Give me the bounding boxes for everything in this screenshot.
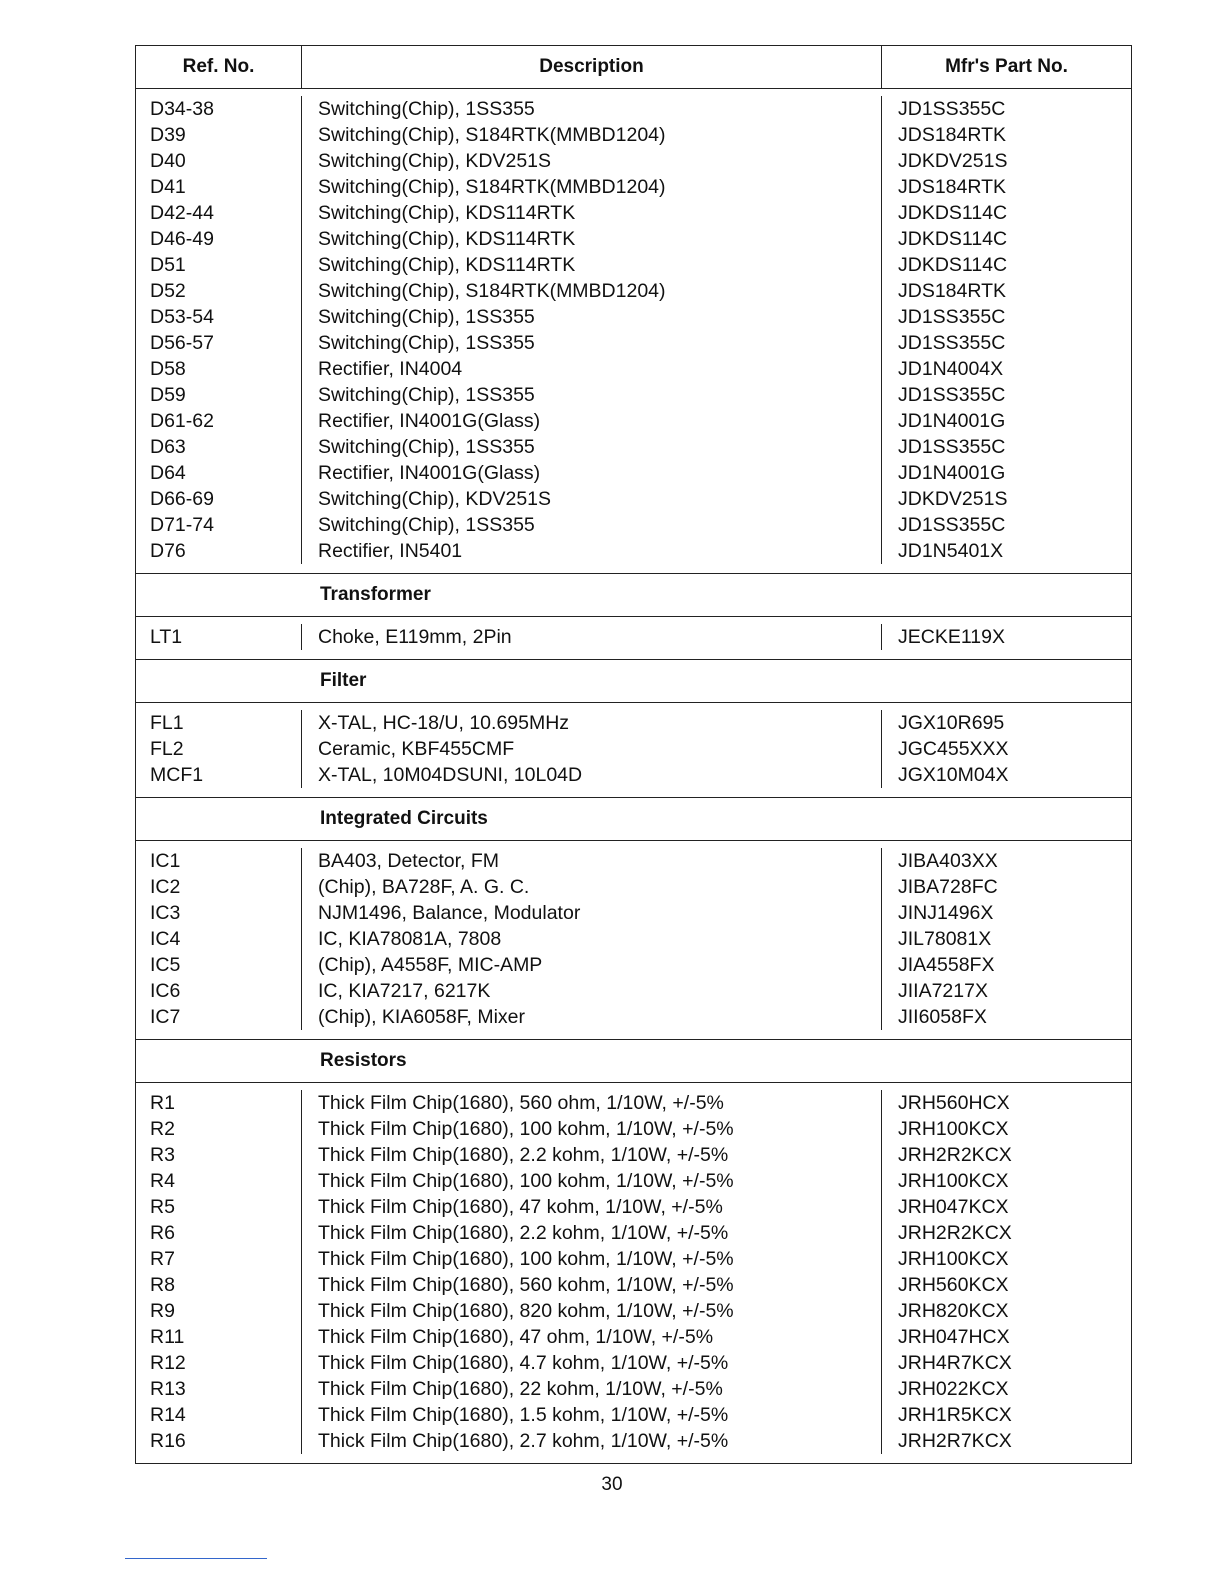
- ref-cell: IC7: [150, 1006, 181, 1028]
- part-no-cell: JRH100KCX: [898, 1118, 1009, 1140]
- description-cell: Thick Film Chip(1680), 820 kohm, 1/10W, +/-5%: [318, 1300, 734, 1322]
- header-ref-no: Ref. No.: [136, 46, 302, 88]
- part-no-cell: JRH820KCX: [898, 1300, 1009, 1322]
- diodes-desc-column: [302, 96, 882, 564]
- part-no-cell: JDS184RTK: [898, 176, 1007, 198]
- ref-cell: D42-44: [150, 202, 214, 224]
- part-no-cell: JIL78081X: [898, 928, 992, 950]
- description-cell: X-TAL, 10M04DSUNI, 10L04D: [318, 764, 583, 786]
- resistors-ref-column: [136, 1090, 302, 1454]
- part-no-cell: JD1SS355C: [898, 306, 1006, 328]
- ref-cell: R9: [150, 1300, 175, 1322]
- page-number: 30: [601, 1474, 623, 1495]
- description-cell: Switching(Chip), KDV251S: [318, 150, 552, 172]
- description-cell: Switching(Chip), KDS114RTK: [318, 202, 576, 224]
- ref-cell: R2: [150, 1118, 175, 1140]
- header-description: Description: [302, 46, 882, 88]
- part-no-cell: JGX10M04X: [898, 764, 1009, 786]
- description-cell: X-TAL, HC-18/U, 10.695MHz: [318, 712, 570, 734]
- part-no-cell: JD1SS355C: [898, 384, 1006, 406]
- filter-part-column: [882, 710, 1131, 788]
- part-no-cell: JRH022KCX: [898, 1378, 1009, 1400]
- description-cell: (Chip), BA728F, A. G. C.: [318, 876, 530, 898]
- part-no-cell: JII6058FX: [898, 1006, 987, 1028]
- ref-cell: R3: [150, 1144, 175, 1166]
- description-cell: Switching(Chip), 1SS355: [318, 98, 535, 120]
- part-no-cell: JRH2R2KCX: [898, 1144, 1012, 1166]
- ref-cell: D53-54: [150, 306, 214, 328]
- description-cell: IC, KIA7217, 6217K: [318, 980, 491, 1002]
- resistors-rows: [136, 1083, 1131, 1463]
- description-cell: Switching(Chip), 1SS355: [318, 306, 535, 328]
- part-no-cell: JIA4558FX: [898, 954, 995, 976]
- filter-ref-column: [136, 710, 302, 788]
- ref-cell: IC6: [150, 980, 181, 1002]
- description-cell: Switching(Chip), 1SS355: [318, 384, 535, 406]
- description-cell: NJM1496, Balance, Modulator: [318, 902, 581, 924]
- section-resistors: [136, 1040, 1131, 1463]
- ics-part-column: [882, 848, 1131, 1030]
- filter-desc-column: [302, 710, 882, 788]
- part-no-cell: JDKDS114C: [898, 202, 1008, 224]
- part-no-cell: JRH047HCX: [898, 1326, 1010, 1348]
- part-no-cell: JDS184RTK: [898, 280, 1007, 302]
- ref-cell: D63: [150, 436, 186, 458]
- ref-cell: R7: [150, 1248, 175, 1270]
- ref-cell: LT1: [150, 626, 183, 648]
- part-no-cell: JD1N4001G: [898, 410, 1006, 432]
- description-cell: Thick Film Chip(1680), 560 ohm, 1/10W, +/-5%: [318, 1092, 724, 1114]
- description-cell: Rectifier, IN4001G(Glass): [318, 410, 541, 432]
- part-no-cell: JRH100KCX: [898, 1248, 1009, 1270]
- part-no-cell: JRH047KCX: [898, 1196, 1009, 1218]
- part-no-cell: JGC455XXX: [898, 738, 1009, 760]
- description-cell: Thick Film Chip(1680), 1.5 kohm, 1/10W, +/-5%: [318, 1404, 729, 1426]
- part-no-cell: JRH4R7KCX: [898, 1352, 1012, 1374]
- description-cell: Switching(Chip), S184RTK(MMBD1204): [318, 176, 666, 198]
- ref-cell: D61-62: [150, 410, 214, 432]
- description-cell: Thick Film Chip(1680), 2.7 kohm, 1/10W, +/-5%: [318, 1430, 729, 1452]
- ref-cell: IC4: [150, 928, 181, 950]
- section-title: Filter: [320, 670, 367, 691]
- part-no-cell: JIBA728FC: [898, 876, 998, 898]
- diodes-ref-column: [136, 96, 302, 564]
- ref-cell: IC5: [150, 954, 181, 976]
- description-cell: Switching(Chip), S184RTK(MMBD1204): [318, 280, 666, 302]
- part-no-cell: JD1SS355C: [898, 514, 1006, 536]
- description-cell: Thick Film Chip(1680), 4.7 kohm, 1/10W, +/-5%: [318, 1352, 729, 1374]
- ref-cell: D66-69: [150, 488, 214, 510]
- part-no-cell: JRH560HCX: [898, 1092, 1010, 1114]
- ref-cell: D46-49: [150, 228, 214, 250]
- ref-cell: D34-38: [150, 98, 214, 120]
- part-no-cell: JIIA7217X: [898, 980, 988, 1002]
- ref-cell: R16: [150, 1430, 186, 1452]
- part-no-cell: JRH2R2KCX: [898, 1222, 1012, 1244]
- resistors-part-column: [882, 1090, 1131, 1454]
- footer-rule: [125, 1558, 267, 1559]
- description-cell: Thick Film Chip(1680), 100 kohm, 1/10W, +/-5%: [318, 1118, 734, 1140]
- description-cell: Thick Film Chip(1680), 47 kohm, 1/10W, +/-5%: [318, 1196, 723, 1218]
- description-cell: (Chip), KIA6058F, Mixer: [318, 1006, 525, 1028]
- description-cell: Switching(Chip), KDS114RTK: [318, 228, 576, 250]
- section-header-filter: [136, 660, 1131, 703]
- ref-cell: FL2: [150, 738, 184, 760]
- part-no-cell: JD1N4001G: [898, 462, 1006, 484]
- part-no-cell: JD1N4004X: [898, 358, 1004, 380]
- description-cell: Thick Film Chip(1680), 100 kohm, 1/10W, +/-5%: [318, 1248, 734, 1270]
- ref-cell: R12: [150, 1352, 186, 1374]
- ref-cell: D59: [150, 384, 186, 406]
- description-cell: Thick Film Chip(1680), 2.2 kohm, 1/10W, +/-5%: [318, 1144, 729, 1166]
- part-no-cell: JDKDV251S: [898, 150, 1008, 172]
- ref-cell: D51: [150, 254, 186, 276]
- part-no-cell: JDKDS114C: [898, 228, 1008, 250]
- description-cell: Thick Film Chip(1680), 100 kohm, 1/10W, +/-5%: [318, 1170, 734, 1192]
- section-header-transformer: [136, 574, 1131, 617]
- description-cell: Switching(Chip), 1SS355: [318, 436, 535, 458]
- ref-cell: D40: [150, 150, 186, 172]
- ref-cell: IC3: [150, 902, 181, 924]
- ics-ref-column: [136, 848, 302, 1030]
- part-no-cell: JDS184RTK: [898, 124, 1007, 146]
- section-header-ics: [136, 798, 1131, 841]
- description-cell: Ceramic, KBF455CMF: [318, 738, 515, 760]
- resistors-desc-column: [302, 1090, 882, 1454]
- ics-desc-column: [302, 848, 882, 1030]
- table-header: [136, 46, 1131, 89]
- section-title: Resistors: [320, 1050, 407, 1071]
- part-no-cell: JD1SS355C: [898, 436, 1006, 458]
- description-cell: Thick Film Chip(1680), 2.2 kohm, 1/10W, +/-5%: [318, 1222, 729, 1244]
- parts-list-table: [135, 45, 1132, 1464]
- diodes-rows: [136, 89, 1131, 573]
- description-cell: Rectifier, IN4001G(Glass): [318, 462, 541, 484]
- transformer-rows: [136, 617, 1131, 659]
- section-header-resistors: [136, 1040, 1131, 1083]
- section-transformer: [136, 574, 1131, 660]
- transformer-part-column: [882, 624, 1131, 650]
- description-cell: Switching(Chip), 1SS355: [318, 514, 535, 536]
- description-cell: (Chip), A4558F, MIC-AMP: [318, 954, 543, 976]
- ref-cell: R5: [150, 1196, 175, 1218]
- ref-cell: D58: [150, 358, 186, 380]
- part-no-cell: JRH1R5KCX: [898, 1404, 1012, 1426]
- part-no-cell: JD1SS355C: [898, 332, 1006, 354]
- ref-cell: D52: [150, 280, 186, 302]
- section-diodes: [136, 89, 1131, 574]
- transformer-ref-column: [136, 624, 302, 650]
- part-no-cell: JRH100KCX: [898, 1170, 1009, 1192]
- section-title: Integrated Circuits: [320, 808, 488, 829]
- description-cell: Rectifier, IN4004: [318, 358, 463, 380]
- diodes-part-column: [882, 96, 1131, 564]
- ref-cell: R13: [150, 1378, 186, 1400]
- description-cell: Switching(Chip), KDS114RTK: [318, 254, 576, 276]
- part-no-cell: JDKDS114C: [898, 254, 1008, 276]
- filter-rows: [136, 703, 1131, 797]
- ref-cell: D76: [150, 540, 186, 562]
- part-no-cell: JRH2R7KCX: [898, 1430, 1012, 1452]
- ref-cell: R4: [150, 1170, 175, 1192]
- description-cell: Thick Film Chip(1680), 22 kohm, 1/10W, +/-5%: [318, 1378, 723, 1400]
- part-no-cell: JGX10R695: [898, 712, 1005, 734]
- ref-cell: IC2: [150, 876, 181, 898]
- ref-cell: FL1: [150, 712, 184, 734]
- part-no-cell: JIBA403XX: [898, 850, 998, 872]
- description-cell: Switching(Chip), KDV251S: [318, 488, 552, 510]
- header-part-no: Mfr's Part No.: [945, 56, 1068, 77]
- ref-cell: R6: [150, 1222, 175, 1244]
- section-integrated-circuits: [136, 798, 1131, 1040]
- description-cell: Switching(Chip), 1SS355: [318, 332, 535, 354]
- part-no-cell: JECKE119X: [898, 626, 1005, 648]
- part-no-cell: JDKDV251S: [898, 488, 1008, 510]
- description-cell: Choke, E119mm, 2Pin: [318, 626, 512, 648]
- ref-cell: D41: [150, 176, 186, 198]
- ref-cell: R8: [150, 1274, 175, 1296]
- part-no-cell: JRH560KCX: [898, 1274, 1009, 1296]
- description-cell: Switching(Chip), S184RTK(MMBD1204): [318, 124, 666, 146]
- ref-cell: MCF1: [150, 764, 204, 786]
- ref-cell: R1: [150, 1092, 175, 1114]
- ics-rows: [136, 841, 1131, 1039]
- ref-cell: D64: [150, 462, 186, 484]
- description-cell: BA403, Detector, FM: [318, 850, 499, 872]
- description-cell: Thick Film Chip(1680), 47 ohm, 1/10W, +/-5%: [318, 1326, 714, 1348]
- part-no-cell: JINJ1496X: [898, 902, 994, 924]
- ref-cell: D39: [150, 124, 186, 146]
- section-title: Transformer: [320, 584, 431, 605]
- description-cell: IC, KIA78081A, 7808: [318, 928, 502, 950]
- transformer-desc-column: [302, 624, 882, 650]
- ref-cell: R11: [150, 1326, 185, 1348]
- description-cell: Rectifier, IN5401: [318, 540, 463, 562]
- ref-cell: R14: [150, 1404, 186, 1426]
- ref-cell: D56-57: [150, 332, 214, 354]
- ref-cell: IC1: [150, 850, 181, 872]
- part-no-cell: JD1SS355C: [898, 98, 1006, 120]
- part-no-cell: JD1N5401X: [898, 540, 1004, 562]
- section-filter: [136, 660, 1131, 798]
- ref-cell: D71-74: [150, 514, 214, 536]
- description-cell: Thick Film Chip(1680), 560 kohm, 1/10W, +/-5%: [318, 1274, 734, 1296]
